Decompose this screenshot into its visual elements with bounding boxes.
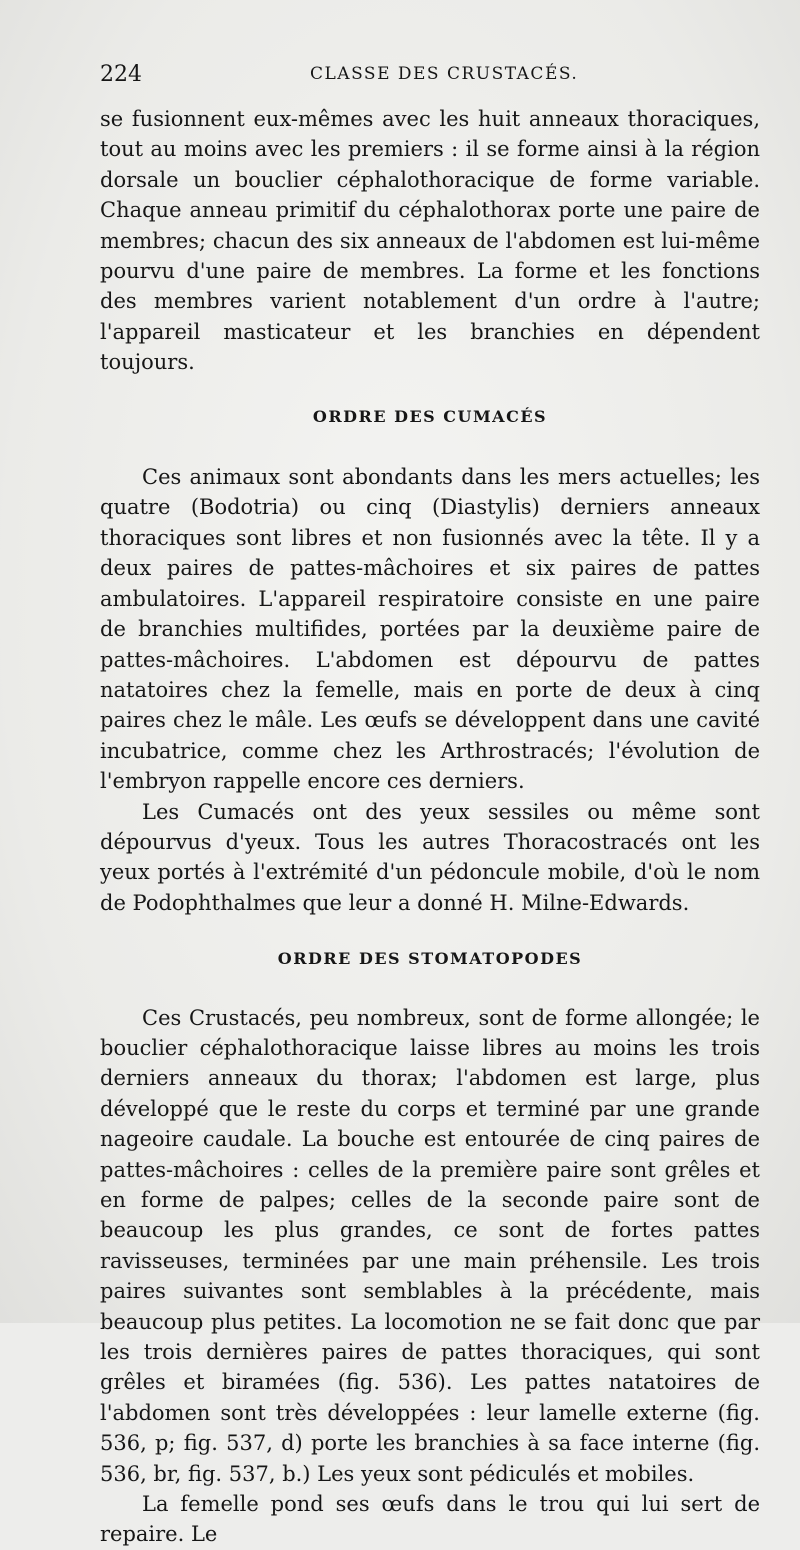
page-body xyxy=(100,104,760,1550)
heading-ordre-des-cumaces: ORDRE DES CUMACÉS xyxy=(312,406,548,426)
page-number: 224 xyxy=(100,62,142,87)
paragraph-stomatopodes-1: Ces Crustacés, peu nombreux, sont de forme allongée; le bouclier céphalothoracique laisse libres au moins les trois derniers anneaux du thorax; l'abdomen est large, plus développé que le reste du corps et terminé par une grande nageoire caudale. La bouche est entourée de cinq paires de pattes-mâchoires : celles de la première paire sont grêles et en forme de palpes; celles de la seconde paire sont de beaucoup les plus grandes, ce sont de fortes pattes ravisseuses, terminées par une main préhensile. Les trois paires suivantes sont semblables à la précédente, mais beaucoup plus petites. La locomotion ne se fait donc que par les trois dernières paires de pattes thoraciques, qui sont grêles et biramées (fig. 536). Les pattes natatoires de l'abdomen sont très développées : leur lamelle externe (fig. 536, p; fig. 537, d) porte les branchies à sa face interne (fig. 536, br, fig. 537, b.) Les yeux sont pédiculés et mobiles. xyxy=(100,1005,760,1486)
heading-ordre-des-stomatopodes: ORDRE DES STOMATOPODES xyxy=(277,949,583,969)
page-header xyxy=(100,62,760,92)
paragraph-intro: se fusionnent eux-mêmes avec les huit anneaux thoraciques, tout au moins avec les premiers : il se forme ainsi à la région dorsale un bouclier céphalothoracique de forme variable. Chaque anneau primitif du céphalothorax porte une paire de membres; chacun des six anneaux de l'abdomen est lui-même pourvu d'une paire de membres. La forme et les fonctions des membres varient notablement d'un ordre à l'autre; l'appareil masticateur et les branchies en dépendent toujours. xyxy=(100,107,760,375)
running-head: CLASSE DES CRUSTACÉS. xyxy=(310,64,579,84)
paragraph-stomatopodes-2: La femelle pond ses œufs dans le trou qui lui sert de repaire. Le xyxy=(100,1492,760,1547)
paragraph-cumaces-2: Les Cumacés ont des yeux sessiles ou même sont dépourvus d'yeux. Tous les autres Thoracostracés ont les yeux portés à l'extrémité d'un pédoncule mobile, d'où le nom de Podophthalmes que leur a donné H. Milne-Edwards. xyxy=(100,799,760,915)
paragraph-cumaces-1: Ces animaux sont abondants dans les mers actuelles; les quatre (Bodotria) ou cinq (Diastylis) derniers anneaux thoraciques sont libres et non fusionnés avec la tête. Il y a deux paires de pattes-mâchoires et six paires de pattes ambulatoires. L'appareil respiratoire consiste en une paire de branchies multifides, portées par la deuxième paire de pattes-mâchoires. L'abdomen est dépourvu de pattes natatoires chez la femelle, mais en porte de deux à cinq paires chez le mâle. Les œufs se développent dans une cavité incubatrice, comme chez les Arthrostracés; l'évolution de l'embryon rappelle encore ces derniers. xyxy=(100,465,760,794)
